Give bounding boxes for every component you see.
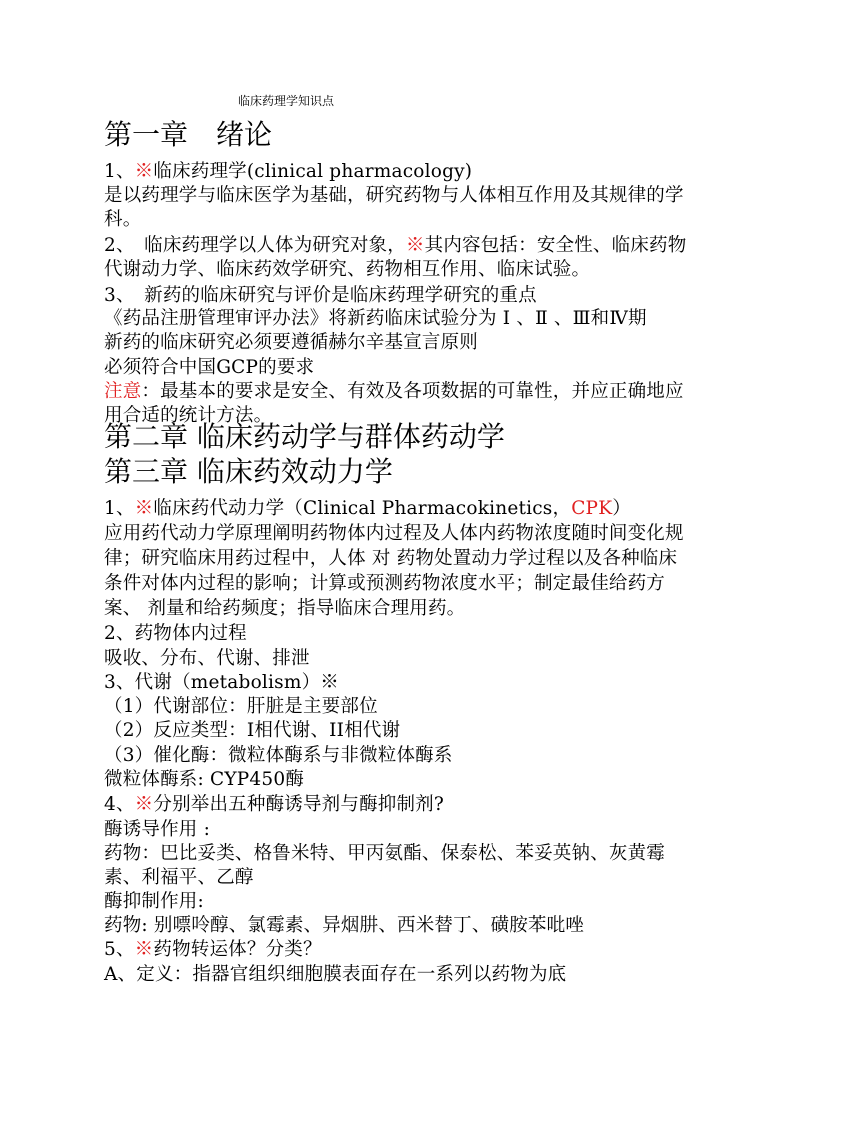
- item-3-title: 3、代谢（metabolism）※: [104, 672, 339, 693]
- paragraph-line: 案、 剂量和给药频度；指导临床合理用药。: [104, 598, 466, 619]
- paragraph-line: 必须符合中国GCP的要求: [104, 357, 315, 378]
- paragraph-line: 新药的临床研究必须要遵循赫尔辛基宣言原则: [104, 332, 479, 353]
- paragraph-line: 《药品注册管理审评办法》将新药临床试验分为 Ⅰ 、Ⅱ 、Ⅲ和Ⅳ期: [104, 308, 647, 329]
- important-mark: ※: [134, 498, 154, 519]
- paragraph-line: 律；研究临床用药过程中，人体 对 药物处置动力学过程以及各种临床: [104, 548, 678, 569]
- item-1-title: 1、※临床药理学(clinical pharmacology): [104, 161, 473, 182]
- paragraph-line: 吸收、分布、代谢、排泄: [104, 648, 310, 669]
- item-4-title: 4、※分别举出五种酶诱导剂与酶抑制剂?: [104, 794, 444, 815]
- paragraph-line: 药物: 别嘌呤醇、氯霉素、异烟肼、西米替丁、磺胺苯吡唑: [104, 915, 585, 936]
- item-5-title: 5、※药物转运体？分类？: [104, 939, 322, 960]
- cpk-abbr: CPK: [571, 498, 613, 519]
- paragraph-line: A、定义：指器官组织细胞膜表面存在一系列以药物为底: [104, 964, 567, 985]
- paragraph-line: 代谢动力学、临床药效学研究、药物相互作用、临床试验。: [104, 259, 591, 280]
- paragraph-line: 应用药代动力学原理阐明药物体内过程及人体内药物浓度随时间变化规: [104, 523, 684, 544]
- item-1-title: 1、※临床药代动力学（Clinical Pharmacokinetics，CPK）: [104, 498, 631, 519]
- paragraph-line: （3）催化酶：微粒体酶系与非微粒体酶系: [104, 745, 453, 766]
- chapter-3-title: 第三章 临床药效动力学: [104, 455, 393, 488]
- paragraph-line: 微粒体酶系: CYP450酶: [104, 769, 305, 790]
- paragraph-line: （2）反应类型：I相代谢、II相代谢: [104, 720, 401, 741]
- paragraph-line: 是以药理学与临床医学为基础，研究药物与人体相互作用及其规律的学: [104, 185, 684, 206]
- note-label: 注意: [104, 381, 142, 402]
- important-mark: ※: [134, 794, 154, 815]
- chapter-1-title: 第一章 绪论: [104, 118, 273, 151]
- paragraph-line: 药物：巴比妥类、格鲁米特、甲丙氨酯、保泰松、苯妥英钠、灰黄霉: [104, 843, 666, 864]
- paragraph-line: （1）代谢部位：肝脏是主要部位: [104, 696, 378, 717]
- item-2-title: 2、药物体内过程: [104, 623, 247, 644]
- paragraph-line: 酶抑制作用:: [104, 891, 204, 912]
- important-mark: ※: [134, 161, 154, 182]
- paragraph-line: 条件对体内过程的影响；计算或预测药物浓度水平；制定最佳给药方: [104, 573, 666, 594]
- chapter-2-title: 第二章 临床药动学与群体药动学: [104, 420, 505, 453]
- note-line: 注意：最基本的要求是安全、有效及各项数据的可靠性，并应正确地应: [104, 381, 684, 402]
- paragraph-line: 素、利福平、乙醇: [104, 867, 254, 888]
- paragraph-line: 用合适的统计方法。: [104, 405, 273, 426]
- paragraph-line: 科。: [104, 209, 142, 230]
- item-2-line: 2、 临床药理学以人体为研究对象，※其内容包括：安全性、临床药物: [104, 235, 687, 256]
- paragraph-line: 酶诱导作用 :: [104, 819, 211, 840]
- important-mark: ※: [405, 235, 425, 256]
- item-3-line: 3、 新药的临床研究与评价是临床药理学研究的重点: [104, 285, 537, 306]
- important-mark: ※: [134, 939, 154, 960]
- page-header: 临床药理学知识点: [238, 94, 335, 108]
